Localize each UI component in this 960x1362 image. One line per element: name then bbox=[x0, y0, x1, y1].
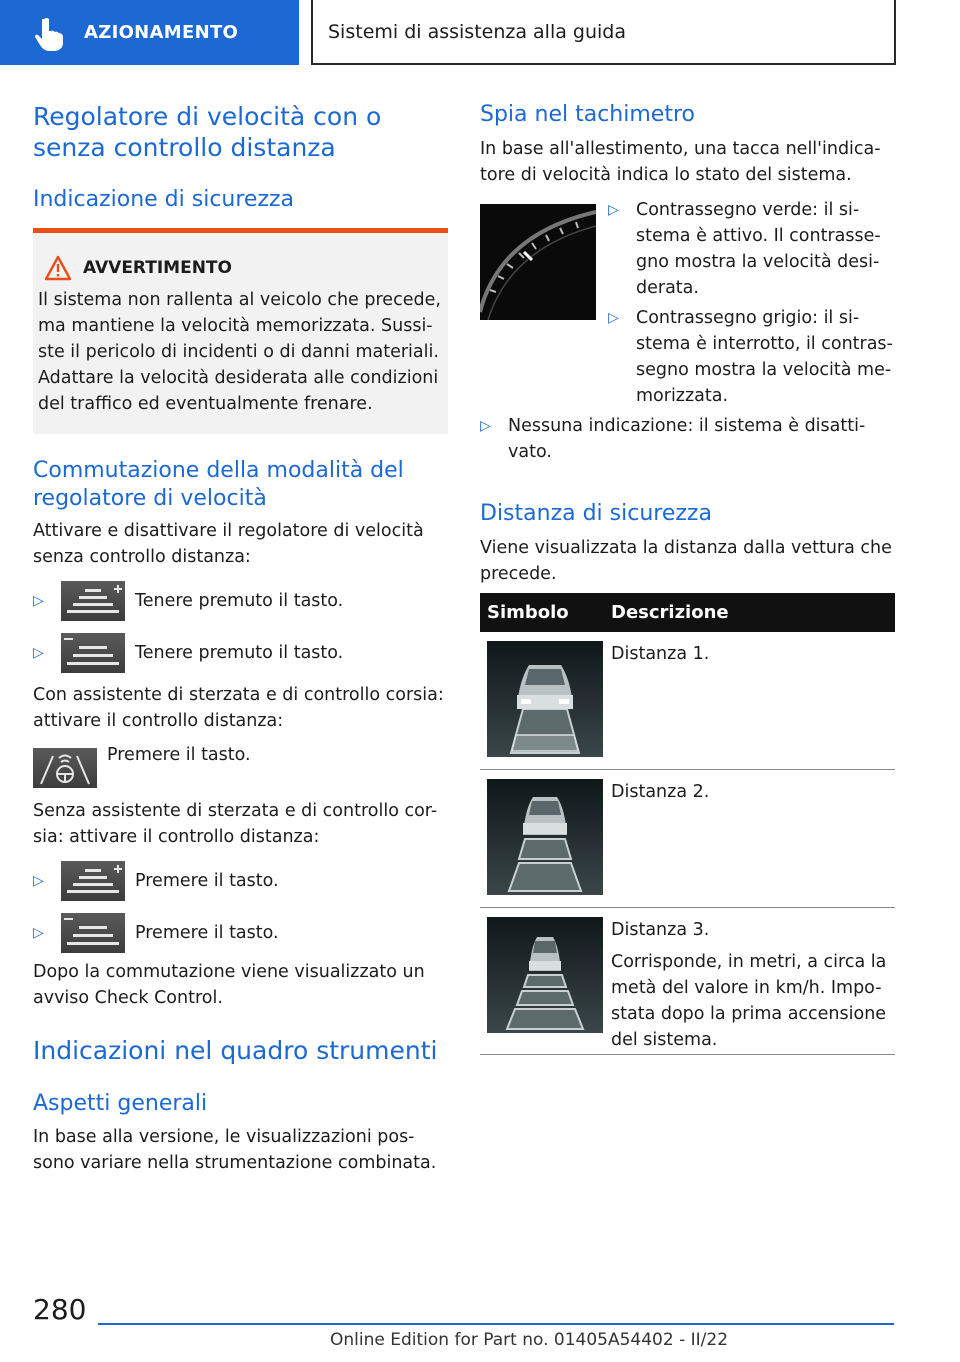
row-description: Distanza 3. bbox=[611, 920, 710, 940]
bullet-triangle-icon: ▷ bbox=[480, 418, 491, 434]
distance-table bbox=[480, 593, 895, 1055]
green-mark-text: Contrassegno verde: il si-stema è attivo. Il contrasse-gno mostra la velocità desi-derata. bbox=[636, 200, 881, 298]
distance-2-symbol bbox=[487, 779, 603, 895]
speedo-text: In base all'allestimento, una tacca nell'indica-tore di velocità indica lo stato del sistema. bbox=[480, 139, 881, 185]
instruction-text: Premere il tasto. bbox=[135, 923, 279, 943]
bullet-triangle-icon: ▷ bbox=[33, 645, 44, 661]
list-item bbox=[33, 581, 343, 621]
instrument-heading: Indicazioni nel quadro strumenti bbox=[33, 1036, 438, 1065]
distance-text: Viene visualizzata la distanza dalla vettura che precede. bbox=[480, 538, 892, 584]
bullet-triangle-icon: ▷ bbox=[608, 202, 619, 218]
warning-label: AVVERTIMENTO bbox=[83, 258, 232, 278]
distance-plus-button[interactable] bbox=[61, 581, 125, 621]
without-steering-text: Senza assistente di sterzata e di controllo cor-sia: attivare il controllo distanza: bbox=[33, 801, 438, 847]
list-item bbox=[480, 413, 895, 465]
bullet-triangle-icon: ▷ bbox=[33, 873, 44, 889]
row-note: Corrisponde, in metri, a circa la metà del valore in km/h. Impo-stata dopo la prima accensione del sistema. bbox=[611, 952, 887, 1050]
distance-3-symbol bbox=[487, 917, 603, 1033]
section-tab[interactable] bbox=[0, 0, 299, 65]
general-text: In base alla versione, le visualizzazioni pos-sono variare nella strumentazione combinata. bbox=[33, 1127, 437, 1173]
warning-text: Il sistema non rallenta al veicolo che precede, ma mantiene la velocità memorizzata. Sussi-ste il pericolo di incidenti o di danni materiali. Adattare la velocità desiderata alle condizioni del traffico ed eventualmente frenare. bbox=[38, 290, 441, 414]
table-row bbox=[480, 908, 895, 1055]
instruction-text: Tenere premuto il tasto. bbox=[135, 591, 344, 611]
speedometer-image bbox=[480, 204, 596, 320]
after-switch-text: Dopo la commutazione viene visualizzato un avviso Check Control. bbox=[33, 962, 425, 1008]
warning-box bbox=[33, 228, 448, 434]
table-row bbox=[480, 632, 895, 770]
list-item bbox=[608, 197, 896, 301]
distance-minus-button[interactable] bbox=[61, 913, 125, 953]
row-description: Distanza 2. bbox=[611, 782, 710, 802]
distance-minus-button[interactable] bbox=[61, 633, 125, 673]
row-description: Distanza 1. bbox=[611, 644, 710, 664]
general-heading: Aspetti generali bbox=[33, 1091, 208, 1116]
column-description: Descrizione bbox=[611, 602, 729, 623]
column-symbol: Simbolo bbox=[487, 602, 569, 623]
footer-divider bbox=[98, 1323, 894, 1325]
table-header bbox=[480, 593, 895, 632]
bullet-triangle-icon: ▷ bbox=[608, 310, 619, 326]
switch-heading: Commutazione della modalità del regolatore di velocità bbox=[33, 458, 404, 511]
speedo-heading: Spia nel tachimetro bbox=[480, 102, 695, 127]
bullet-triangle-icon: ▷ bbox=[33, 593, 44, 609]
table-row bbox=[480, 770, 895, 908]
instruction-text: Premere il tasto. bbox=[135, 871, 279, 891]
section-label: AZIONAMENTO bbox=[84, 22, 239, 43]
list-item bbox=[33, 913, 279, 953]
switch-intro: Attivare e disattivare il regolatore di velocità senza controllo distanza: bbox=[33, 521, 424, 567]
instruction-text: Tenere premuto il tasto. bbox=[135, 643, 344, 663]
edition-text: Online Edition for Part no. 01405A54402 - II/22 bbox=[330, 1330, 729, 1350]
list-item bbox=[33, 633, 343, 673]
grey-mark-text: Contrassegno grigio: il si-stema è interrotto, il contras-segno mostra la velocità me-morizzata. bbox=[636, 308, 893, 406]
lane-assist-button[interactable] bbox=[33, 748, 97, 788]
bullet-triangle-icon: ▷ bbox=[33, 925, 44, 941]
no-display-text: Nessuna indicazione: il sistema è disatti-vato. bbox=[508, 416, 866, 462]
instruction-text: Premere il tasto. bbox=[107, 745, 251, 765]
list-item bbox=[33, 861, 279, 901]
warning-triangle-icon bbox=[44, 255, 72, 281]
hand-pointer-icon bbox=[30, 13, 70, 53]
safety-heading: Indicazione di sicurezza bbox=[33, 187, 295, 212]
distance-1-symbol bbox=[487, 641, 603, 757]
distance-plus-button[interactable] bbox=[61, 861, 125, 901]
page-title: Regolatore di velocità con o senza controllo distanza bbox=[33, 102, 382, 162]
distance-heading: Distanza di sicurezza bbox=[480, 501, 712, 526]
with-steering-text: Con assistente di sterzata e di controllo corsia: attivare il controllo distanza: bbox=[33, 685, 444, 731]
chapter-title: Sistemi di assistenza alla guida bbox=[311, 0, 896, 65]
list-item bbox=[608, 305, 896, 409]
page-number: 280 bbox=[33, 1293, 87, 1326]
